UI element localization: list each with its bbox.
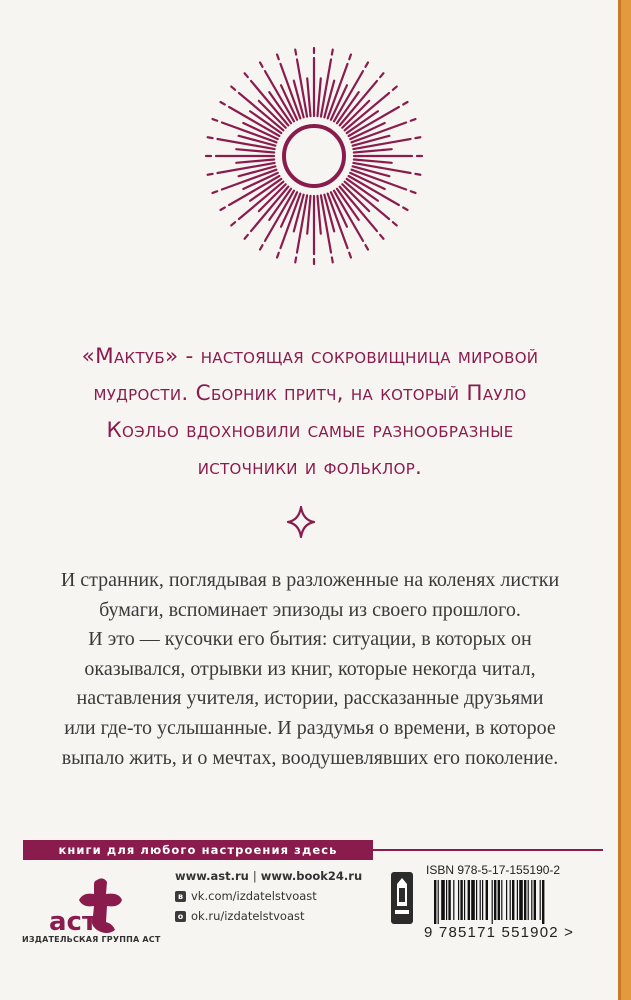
ok-icon: о [175, 911, 186, 922]
blurb-line: Коэльо вдохновили самые разнообразные [106, 418, 514, 443]
link-separator: | [252, 869, 257, 883]
website-link-ast[interactable]: www.ast.ru [175, 869, 249, 883]
lantern-icon [389, 866, 415, 926]
divider [373, 849, 603, 851]
description-line: И странник, поглядывая в разложенные на коленях листки [60, 569, 560, 591]
description-line: наставления учителя, истории, рассказанные друзьями [76, 687, 544, 710]
tagline-banner: книги для любого настроения здесь [23, 840, 373, 860]
barcode [432, 880, 592, 924]
website-link-book24[interactable]: www.book24.ru [260, 869, 363, 883]
ok-link[interactable]: ok.ru/izdatelstvoast [191, 909, 305, 923]
vk-link[interactable]: vk.com/izdatelstvoast [191, 889, 317, 903]
description [30, 566, 590, 773]
spine-edge [618, 0, 631, 1000]
publisher-caption: ИЗДАТЕЛЬСКАЯ ГРУППА АСТ [22, 935, 161, 944]
description-line: выпало жить, и о мечтах, воодушевлявших его поколение. [61, 746, 559, 769]
sunburst-icon [204, 46, 424, 266]
footer-links [175, 866, 362, 926]
description-line: И это — кусочки его бытия: ситуации, в которых он [88, 628, 532, 651]
blurb [30, 338, 590, 486]
logo-text: аст [49, 907, 98, 937]
isbn: ISBN 978-5-17-155190-2 [426, 863, 561, 877]
description-line: бумаги, вспоминает эпизоды из своего прошлого. [99, 598, 521, 621]
description-line: или где-то услышанные. И раздумья о времени, в которое [64, 716, 556, 739]
blurb-line: «Мактуб» - настоящая сокровищница мировой [81, 344, 539, 369]
blurb-line: источники и фольклор. [197, 455, 423, 480]
blurb-line: мудрости. Сборник притч, на который Пауло [93, 381, 527, 406]
sparkle-icon [286, 505, 316, 539]
barcode-digits: 9 785171 551902 > [424, 924, 575, 941]
description-line: оказывался, отрывки из книг, которые некогда читал, [84, 657, 536, 680]
vk-icon: в [175, 891, 186, 902]
